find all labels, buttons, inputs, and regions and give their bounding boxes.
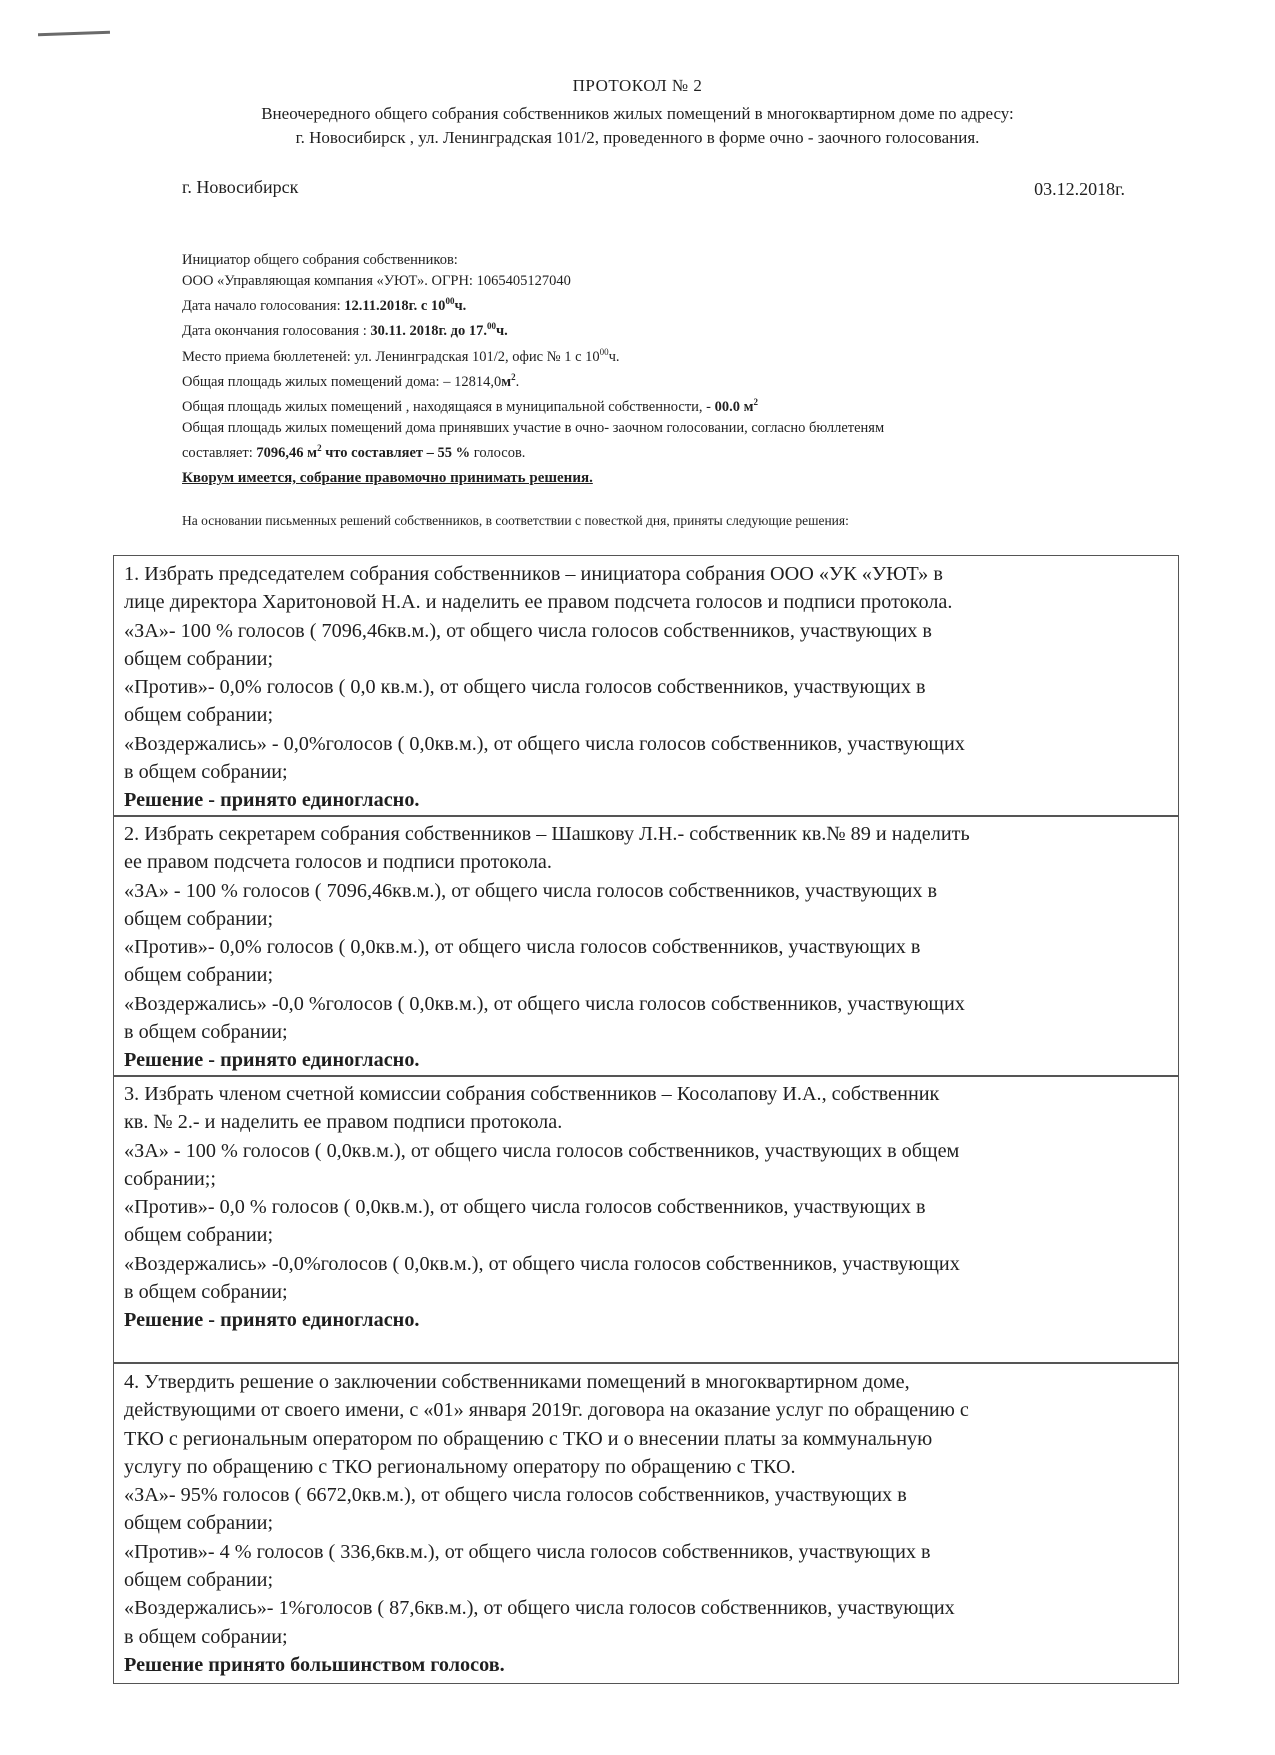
protocol-subtitle-line1: Внеочередного общего собрания собственников жилых помещений в многоквартирном доме по адресу: — [261, 104, 1014, 123]
decision-line: в общем собрании; — [124, 1281, 288, 1304]
decision-box-2 — [113, 815, 1179, 1077]
decision-line: общем собрании; — [124, 1224, 274, 1247]
city: г. Новосибирск — [182, 177, 299, 197]
decision-line: «Против»- 0,0% голосов ( 0,0 кв.м.), от общего числа голосов собственников, участвующих в — [124, 676, 926, 699]
decision-line: «Воздержались» -0,0%голосов ( 0,0кв.м.), от общего числа голосов собственников, участвующих — [124, 1252, 960, 1275]
initiator-label: Инициатор общего собрания собственников: — [182, 252, 458, 268]
initiator-org: ООО «Управляющая компания «УЮТ». ОГРН: 1065405127040 — [182, 272, 571, 289]
decision-line: в общем собрании; — [124, 1625, 288, 1648]
decision-line: 1. Избрать председателем собрания собственников – инициатора собрания ООО «УК «УЮТ» в — [124, 563, 943, 585]
basis-statement: На основании письменных решений собственников, в соответствии с повесткой дня, приняты следующие решения: — [182, 513, 849, 528]
voting-end: Дата окончания голосования : 30.11. 2018г. до 17.00ч. — [182, 321, 508, 340]
decision-line: 3. Избрать членом счетной комиссии собрания собственников – Косолапову И.А., собственник — [124, 1083, 940, 1105]
decision-line: 2. Избрать секретарем собрания собственников – Шашкову Л.Н.- собственник кв.№ 89 и наделить — [124, 823, 970, 845]
decision-result: Решение - принято единогласно. — [124, 1309, 420, 1332]
decision-line: «Против»- 0,0 % голосов ( 0,0кв.м.), от общего числа голосов собственников, участвующих в — [124, 1196, 926, 1219]
decision-line: лице директора Харитоновой Н.А. и наделить ее правом подсчета голосов и подписи протокола. — [124, 591, 953, 614]
decision-line: услугу по обращению с ТКО региональному оператору по обращению с ТКО. — [124, 1455, 796, 1478]
decision-line: «Воздержались» -0,0 %голосов ( 0,0кв.м.), от общего числа голосов собственников, участвующих — [124, 992, 965, 1015]
decision-line: «Воздержались»- 1%голосов ( 87,6кв.м.), от общего числа голосов собственников, участвующих — [124, 1597, 955, 1620]
decision-line: «ЗА»- 95% голосов ( 6672,0кв.м.), от общего числа голосов собственников, участвующих в — [124, 1484, 907, 1507]
decision-line: собрании;; — [124, 1167, 217, 1190]
participated-area-line1: Общая площадь жилых помещений дома принявших участие в очно- заочном голосовании, согласно бюллетеням — [182, 419, 885, 436]
decision-line: ее правом подсчета голосов и подписи протокола. — [124, 851, 552, 874]
meeting-info — [182, 250, 1122, 463]
decision-box-3 — [113, 1075, 1179, 1363]
scan-mark — [38, 31, 110, 37]
protocol-title: ПРОТОКОЛ № 2 — [572, 76, 703, 95]
decision-line: общем собрании; — [124, 907, 274, 930]
decision-line: в общем собрании; — [124, 1021, 288, 1044]
quorum-statement: Кворум имеется, собрание правомочно принимать решения. — [182, 470, 593, 486]
decision-line: 4. Утвердить решение о заключении собственниками помещений в многоквартирном доме, — [124, 1371, 910, 1393]
decision-box-1 — [113, 555, 1179, 817]
decision-line: «Против»- 4 % голосов ( 336,6кв.м.), от общего числа голосов собственников, участвующих в — [124, 1540, 931, 1563]
decision-line: «Против»- 0,0% голосов ( 0,0кв.м.), от общего числа голосов собственников, участвующих в — [124, 936, 921, 959]
decision-box-4 — [113, 1363, 1179, 1684]
decision-line: «ЗА» - 100 % голосов ( 7096,46кв.м.), от общего числа голосов собственников, участвующих в — [124, 879, 938, 902]
decision-line: ТКО с региональным оператором по обращению с ТКО и о внесении платы за коммунальную — [124, 1427, 933, 1450]
decision-line: кв. № 2.- и наделить ее правом подписи протокола. — [124, 1111, 563, 1134]
decision-result: Решение принято большинством голосов. — [124, 1653, 505, 1676]
decision-line: «ЗА» - 100 % голосов ( 0,0кв.м.), от общего числа голосов собственников, участвующих в общем — [124, 1139, 960, 1162]
document-date: 03.12.2018г. — [1034, 179, 1125, 199]
decision-line: в общем собрании; — [124, 761, 288, 784]
participated-area-line2: составляет: 7096,46 $м^2$ что составляет – 55 % голосов. — [182, 443, 526, 461]
decision-line: «Воздержались» - 0,0%голосов ( 0,0кв.м.), от общего числа голосов собственников, участвующих — [124, 732, 965, 755]
decision-line: общем собрании; — [124, 1512, 274, 1535]
ballot-place: Место приема бюллетеней: ул. Ленинградская 101/2, офис № 1 с $10^{00}ч$. — [182, 346, 620, 365]
protocol-subtitle-line2: г. Новосибирск , ул. Ленинградская 101/2, проведенного в форме очно - заочного голосования. — [295, 128, 980, 147]
decision-line: общем собрании; — [124, 964, 274, 987]
decision-result: Решение - принято единогласно. — [124, 789, 420, 812]
decision-line: общем собрании; — [124, 704, 274, 727]
municipal-area: Общая площадь жилых помещений , находящаяся в муниципальной собственности, - 00.0 $м^2$ — [182, 397, 759, 416]
decision-line: общем собрании; — [124, 1569, 274, 1592]
decision-line: действующими от своего имени, с «01» января 2019г. договора на оказание услуг по обращению с — [124, 1399, 969, 1422]
decision-line: общем собрании; — [124, 647, 274, 670]
total-area: Общая площадь жилых помещений дома: – $12814,0м^2$. — [182, 371, 520, 390]
voting-start: Дата начало голосования: 12.11.2018г. с $10^{00}ч$. — [182, 296, 467, 314]
decision-result: Решение - принято единогласно. — [124, 1049, 420, 1072]
decision-line: «ЗА»- 100 % голосов ( 7096,46кв.м.), от общего числа голосов собственников, участвующих в — [124, 619, 932, 642]
